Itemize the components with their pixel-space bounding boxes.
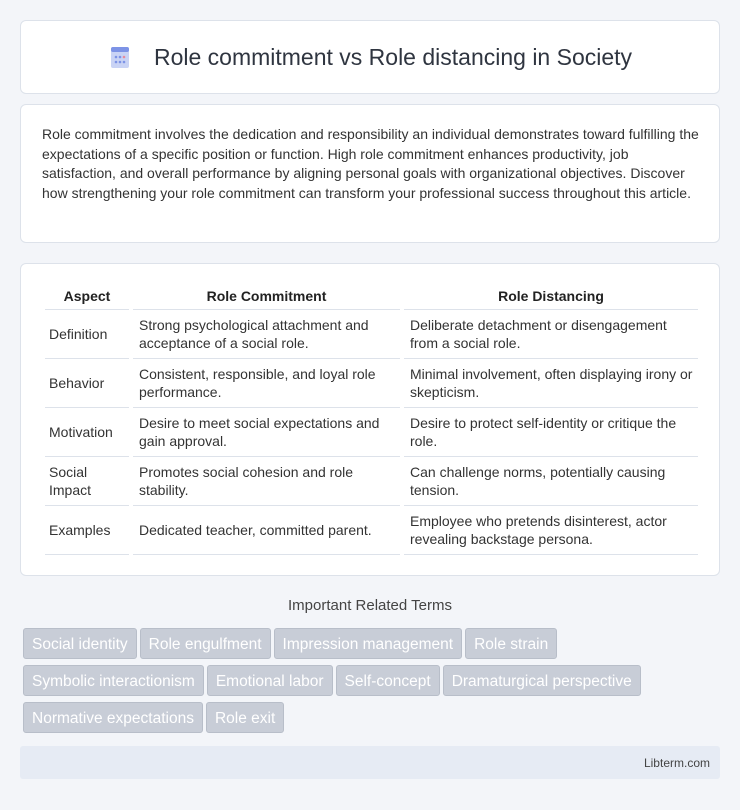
cell-commitment: Desire to meet social expectations and gain approval. xyxy=(131,407,402,456)
intro-text: Role commitment involves the dedication and responsibility an individual demonstrates toward fulfilling the expectations of a specific position or function. High role commitment enhances productivity, job satisfaction, and overall performance by aligning personal goals with organizational objectives. Discover how strengthening your role commitment can transform your professional success throughout this article. xyxy=(42,126,699,201)
table-row xyxy=(45,358,698,407)
related-terms-heading: Important Related Terms xyxy=(288,597,452,614)
cell-distancing: Desire to protect self-identity or critique the role. xyxy=(402,407,698,456)
tag-role-strain[interactable]: Role strain xyxy=(465,628,557,659)
cell-aspect: Examples xyxy=(45,505,131,554)
footer-site-link[interactable]: Libterm.com xyxy=(643,756,710,770)
cell-distancing: Employee who pretends disinterest, actor revealing backstage persona. xyxy=(402,505,698,554)
footer xyxy=(20,746,720,779)
related-terms-list xyxy=(23,628,723,739)
cell-aspect: Behavior xyxy=(45,358,131,407)
tag-self-concept[interactable]: Self-concept xyxy=(336,665,440,696)
cell-commitment: Promotes social cohesion and role stability. xyxy=(131,456,402,505)
cell-commitment: Strong psychological attachment and acceptance of a social role. xyxy=(131,309,402,358)
tag-normative-expectations[interactable]: Normative expectations xyxy=(23,702,203,733)
cell-distancing: Can challenge norms, potentially causing tension. xyxy=(402,456,698,505)
comparison-table xyxy=(45,284,698,555)
tag-dramaturgical-perspective[interactable]: Dramaturgical perspective xyxy=(443,665,641,696)
comparison-card xyxy=(20,263,720,576)
title-card xyxy=(20,20,720,94)
intro-card xyxy=(20,104,720,243)
cell-distancing: Minimal involvement, often displaying irony or skepticism. xyxy=(402,358,698,407)
cell-commitment: Consistent, responsible, and loyal role performance. xyxy=(131,358,402,407)
cell-aspect: Motivation xyxy=(45,407,131,456)
tag-social-identity[interactable]: Social identity xyxy=(23,628,137,659)
tag-impression-management[interactable]: Impression management xyxy=(274,628,463,659)
cell-aspect: Definition xyxy=(45,309,131,358)
header-role-commitment: Role Commitment xyxy=(131,284,402,309)
table-row xyxy=(45,407,698,456)
cell-aspect: Social Impact xyxy=(45,456,131,505)
table-row xyxy=(45,309,698,358)
document-icon xyxy=(108,45,132,69)
page-title: Role commitment vs Role distancing in Society xyxy=(153,43,633,70)
tag-symbolic-interactionism[interactable]: Symbolic interactionism xyxy=(23,665,204,696)
table-header-row xyxy=(45,284,698,309)
table-row xyxy=(45,505,698,554)
table-row xyxy=(45,456,698,505)
tag-emotional-labor[interactable]: Emotional labor xyxy=(207,665,333,696)
tag-role-exit[interactable]: Role exit xyxy=(206,702,284,733)
cell-distancing: Deliberate detachment or disengagement from a social role. xyxy=(402,309,698,358)
header-aspect: Aspect xyxy=(45,284,131,309)
cell-commitment: Dedicated teacher, committed parent. xyxy=(131,505,402,554)
header-role-distancing: Role Distancing xyxy=(402,284,698,309)
tag-role-engulfment[interactable]: Role engulfment xyxy=(140,628,271,659)
